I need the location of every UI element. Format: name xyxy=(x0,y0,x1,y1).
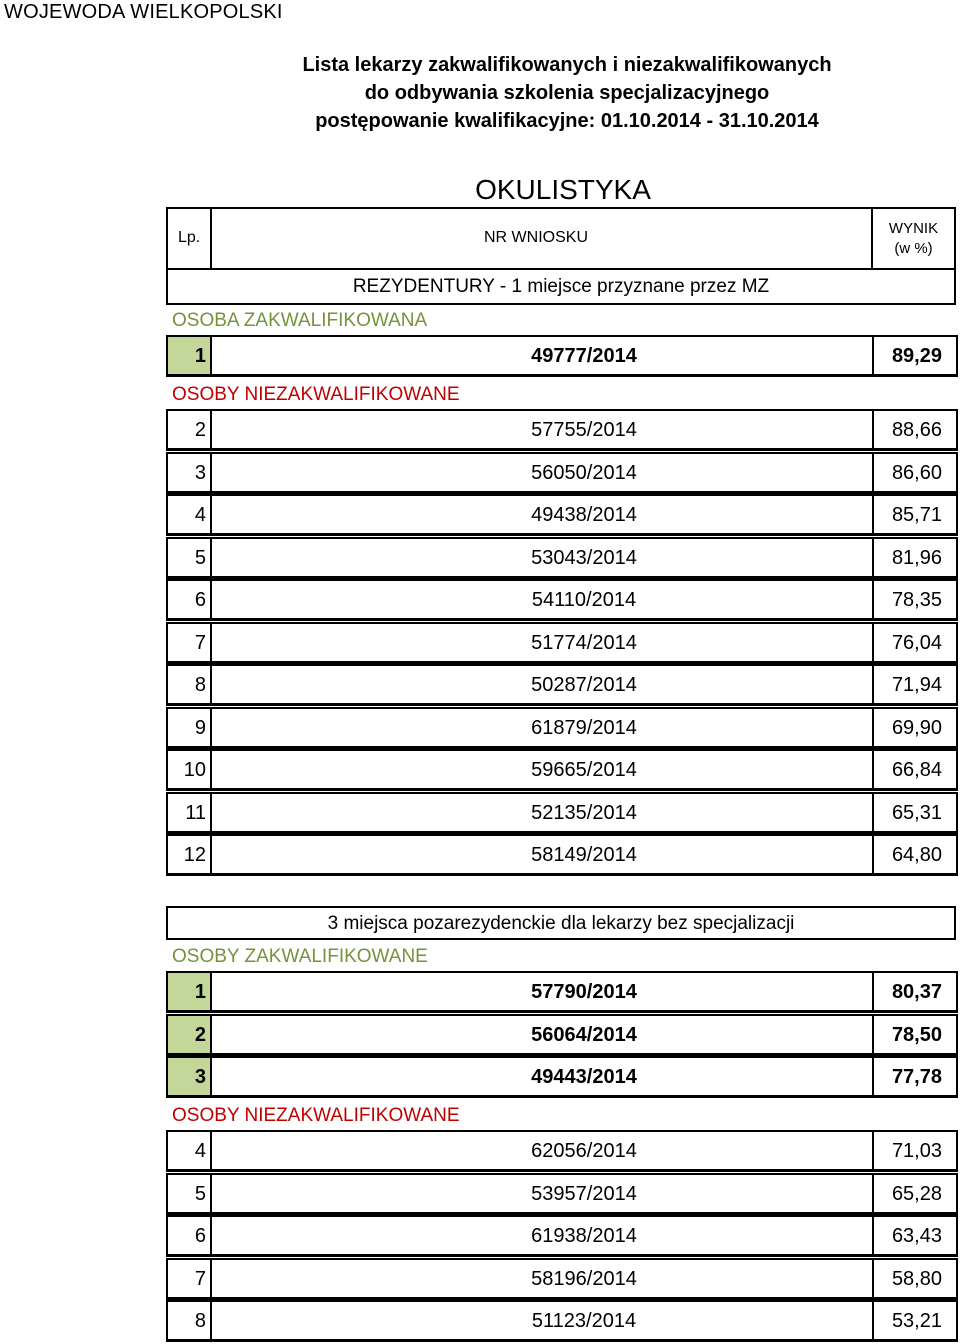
row-result: 64,80 xyxy=(872,836,956,873)
title-line-3: postępowanie kwalifikacyjne: 01.10.2014 - 31.10.2014 xyxy=(315,110,819,132)
row-result: 66,84 xyxy=(872,751,956,788)
header-result-line2: (w %) xyxy=(894,240,933,257)
table-row xyxy=(166,707,958,749)
row-application-number: 50287/2014 xyxy=(531,674,637,696)
row-application-number: 62056/2014 xyxy=(531,1140,637,1162)
section1-title-text: REZYDENTURY - 1 miejsce przyznane przez MZ xyxy=(352,276,770,297)
office-name: WOJEWODA WIELKOPOLSKI xyxy=(4,1,283,23)
row-result: 78,50 xyxy=(872,1016,956,1053)
row-lp: 8 xyxy=(168,666,212,703)
section1-not-qualified-label: OSOBY NIEZAKWALIFIKOWANE xyxy=(172,384,460,405)
row-lp: 6 xyxy=(168,581,212,618)
table-row xyxy=(166,452,958,494)
header-lp-cell xyxy=(168,209,212,268)
row-result: 89,29 xyxy=(872,337,956,374)
row-lp: 12 xyxy=(168,836,212,873)
row-result: 71,94 xyxy=(872,666,956,703)
table-row xyxy=(166,335,958,377)
row-application-number: 51123/2014 xyxy=(531,1310,637,1332)
row-application-number: 61879/2014 xyxy=(531,716,637,739)
row-result: 58,80 xyxy=(872,1260,956,1297)
row-lp: 8 xyxy=(168,1302,212,1339)
table-row xyxy=(166,1014,958,1056)
row-result: 65,31 xyxy=(872,794,956,831)
row-result: 80,37 xyxy=(872,973,956,1010)
row-application-number: 49438/2014 xyxy=(531,504,637,526)
table-row xyxy=(166,792,958,834)
row-result: 53,21 xyxy=(872,1302,956,1339)
title-line-2: do odbywania szkolenia specjalizacyjnego xyxy=(364,82,770,104)
section2-not-qualified-label: OSOBY NIEZAKWALIFIKOWANE xyxy=(172,1105,460,1126)
row-application-number: 51774/2014 xyxy=(531,631,637,654)
table-row xyxy=(166,834,958,876)
row-result: 81,96 xyxy=(872,539,956,576)
row-lp: 1 xyxy=(168,337,212,374)
row-lp: 1 xyxy=(168,973,212,1010)
row-result: 86,60 xyxy=(872,454,956,491)
section2-qualified-label: OSOBY ZAKWALIFIKOWANE xyxy=(172,946,428,967)
row-application-number: 59665/2014 xyxy=(531,759,637,781)
section1-qualified-label: OSOBA ZAKWALIFIKOWANA xyxy=(172,310,428,331)
row-result: 76,04 xyxy=(872,624,956,661)
table-row xyxy=(166,1173,958,1215)
row-application-number: 56050/2014 xyxy=(531,461,637,484)
row-application-number: 58149/2014 xyxy=(531,844,637,866)
table-row xyxy=(166,664,958,706)
row-application-number: 53957/2014 xyxy=(531,1182,637,1205)
row-lp: 4 xyxy=(168,496,212,533)
table-row xyxy=(166,1300,958,1342)
table-row xyxy=(166,579,958,621)
row-lp: 5 xyxy=(168,1175,212,1212)
row-lp: 4 xyxy=(168,1132,212,1169)
table-header xyxy=(166,207,956,270)
row-lp: 7 xyxy=(168,1260,212,1297)
row-result: 69,90 xyxy=(872,709,956,746)
table-row xyxy=(166,971,958,1013)
row-lp: 7 xyxy=(168,624,212,661)
row-application-number: 52135/2014 xyxy=(531,801,637,824)
specialty-title: OKULISTYKA xyxy=(475,174,651,205)
row-lp: 3 xyxy=(168,454,212,491)
row-result: 85,71 xyxy=(872,496,956,533)
table-row xyxy=(166,494,958,536)
row-result: 88,66 xyxy=(872,411,956,448)
table-row xyxy=(166,1258,958,1300)
row-lp: 2 xyxy=(168,1016,212,1053)
section1-title xyxy=(166,268,956,305)
header-nr: NR WNIOSKU xyxy=(484,229,588,246)
table-row xyxy=(166,409,958,451)
row-application-number: 57755/2014 xyxy=(531,419,637,441)
table-row xyxy=(166,622,958,664)
row-application-number: 56064/2014 xyxy=(531,1023,637,1046)
row-lp: 3 xyxy=(168,1058,212,1095)
table-row xyxy=(166,1130,958,1172)
row-result: 63,43 xyxy=(872,1217,956,1254)
row-application-number: 58196/2014 xyxy=(531,1267,637,1290)
header-result-cell xyxy=(871,209,954,268)
row-result: 78,35 xyxy=(872,581,956,618)
row-application-number: 57790/2014 xyxy=(531,981,637,1003)
title-line-1: Lista lekarzy zakwalifikowanych i niezakwalifikowanych xyxy=(302,54,832,76)
row-lp: 2 xyxy=(168,411,212,448)
row-result: 71,03 xyxy=(872,1132,956,1169)
section2-title-text: 3 miejsca pozarezydenckie dla lekarzy bez specjalizacji xyxy=(327,913,795,934)
row-application-number: 54110/2014 xyxy=(531,589,637,611)
row-result: 65,28 xyxy=(872,1175,956,1212)
row-lp: 10 xyxy=(168,751,212,788)
header-result-line1: WYNIK xyxy=(888,220,939,237)
header-lp: Lp. xyxy=(178,229,201,246)
row-lp: 11 xyxy=(168,794,212,831)
row-application-number: 49443/2014 xyxy=(531,1066,637,1088)
table-row xyxy=(166,537,958,579)
row-lp: 6 xyxy=(168,1217,212,1254)
row-application-number: 61938/2014 xyxy=(531,1225,637,1247)
row-lp: 9 xyxy=(168,709,212,746)
row-result: 77,78 xyxy=(872,1058,956,1095)
row-lp: 5 xyxy=(168,539,212,576)
row-application-number: 49777/2014 xyxy=(531,345,637,367)
section2-title xyxy=(166,906,956,940)
table-row xyxy=(166,1056,958,1098)
row-application-number: 53043/2014 xyxy=(531,546,637,569)
table-row xyxy=(166,1215,958,1257)
table-row xyxy=(166,749,958,791)
